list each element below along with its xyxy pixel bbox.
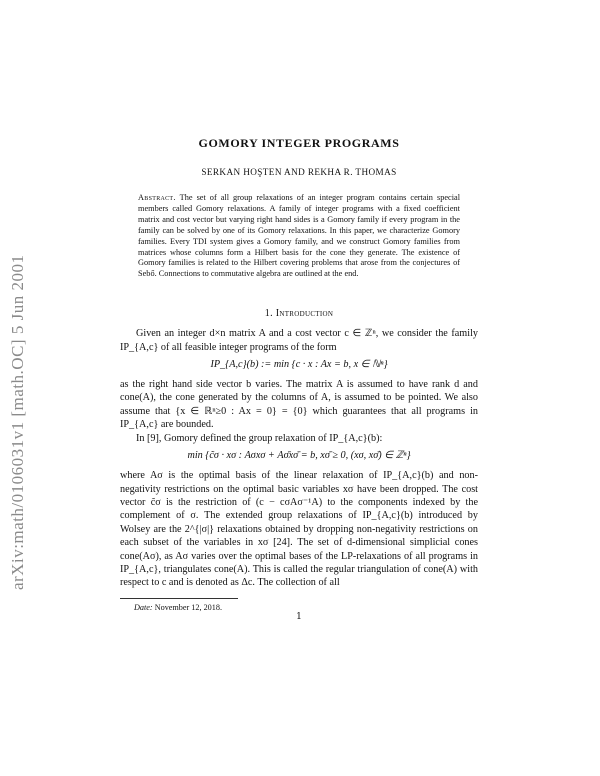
intro-paragraph-2: as the right hand side vector b varies. The matrix A is assumed to have rank d and cone(A), the cone generated by the columns of A, is assumed to be pointed. We also assume that {x ∈ ℝⁿ≥0 : Ax = 0} = {0} which guarantees that all programs in IP_{A,c} are bounded. (120, 379, 478, 431)
intro-paragraph-1: Given an integer d×n matrix A and a cost vector c ∈ ℤⁿ, we consider the family IP_{A,c} of all feasible integer programs of the form (120, 328, 478, 353)
intro-paragraph-4: where Aσ is the optimal basis of the linear relaxation of IP_{A,c}(b) and non-negativity restrictions on the optimal basic variables xσ have been dropped. The cost vector c̃σ is the restriction of (c − cσAσ⁻¹A) to the components indexed by the complement of σ. The extended group relaxations of IP_{A,c}(b) introduced by Wolsey are the 2^{|σ|} relaxations obtained by dropping non-negativity restrictions on each subset of the variables in xσ [24]. The set of d-dimensional simplicial cones cone(Aσ), as Aσ varies over the optimal bases of the LP-relaxations of all programs in IP_{A,c}, triangulates cone(A). This is called the regular triangulation of cone(A) with respect to c and is denoted as Δc. The collection of all (120, 470, 478, 589)
paper-title: GOMORY INTEGER PROGRAMS (198, 136, 400, 150)
footnote-text: November 12, 2018. (154, 602, 223, 612)
footnote-label: Date: (134, 602, 153, 612)
paper-authors: SERKAN HOŞTEN AND REKHA R. THOMAS (201, 167, 397, 177)
equation-ip: IP_{A,c}(b) := min {c · x : Ax = b, x ∈ ℕⁿ} (210, 359, 388, 371)
page-number: 1 (296, 612, 302, 622)
abstract-label: Abstract. (138, 193, 176, 202)
footnote-rule (120, 598, 238, 599)
section-heading (120, 308, 478, 319)
section-number: 1. (264, 308, 273, 320)
abstract-text: The set of all group relaxations of an integer program contains certain special members called Gomory relaxations. A family of integer programs with a fixed coefficient matrix and cost vector but varying right hand sides is a Gomory family if every program in the family can be solved by one of its Gomory relaxations. In this paper, we characterize Gomory families. Every TDI system gives a Gomory family, and we construct Gomory families from matrices whose columns form a Hilbert basis for the cone they generate. The existence of Gomory families is related to the Hilbert covering problems that arose from the conjectures of Sebő. Connections to commutative algebra are outlined at the end. (138, 193, 460, 279)
equation-group-relaxation: min {c̃σ · xσ : Aσxσ + Aσ̄xσ̄ = b, xσ̄ ≥ 0, (xσ, xσ̄) ∈ ℤⁿ} (187, 450, 411, 462)
paper-page (120, 136, 478, 612)
arxiv-identifier-stamp: arXiv:math/0106031v1 [math.OC] 5 Jun 2001 (8, 254, 27, 590)
footnote-date (134, 603, 478, 612)
abstract (138, 193, 460, 280)
intro-paragraph-3: In [9], Gomory defined the group relaxation of IP_{A,c}(b): (136, 432, 383, 444)
section-title: Introduction (275, 308, 334, 320)
